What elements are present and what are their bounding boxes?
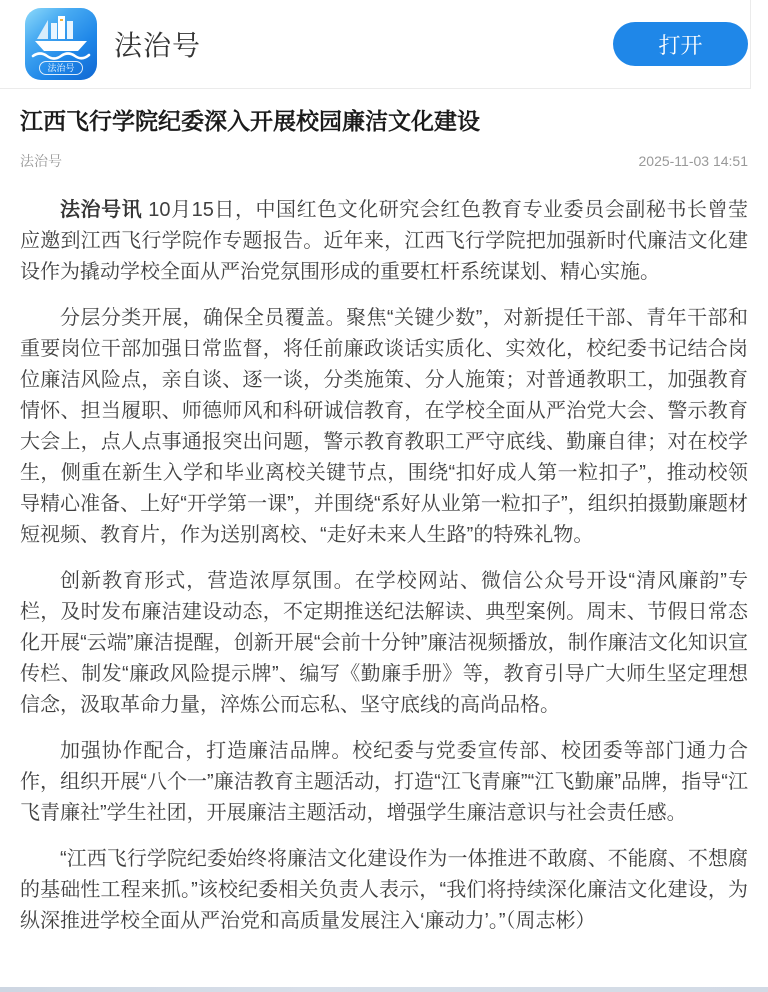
article-title: 江西飞行学院纪委深入开展校园廉洁文化建设 xyxy=(20,108,480,134)
paragraph-text: 10月15日，中国红色文化研究会红色教育专业委员会副秘书长曾莹应邀到江西飞行学院作专题报告。近年来，江西飞行学院把加强新时代廉洁文化建设作为撬动学校全面从严治党氛围形成的重要杠杆系统谋划、精心实施。 xyxy=(20,199,748,283)
article-paragraph-2: 分层分类开展，确保全员覆盖。聚焦“关键少数”，对新提任干部、青年干部和重要岗位干部加强日常监督，将任前廉政谈话实质化、实效化，校纪委书记结合岗位廉洁风险点，亲自谈、逐一谈，分类施策、分人施策；对普通教职工，加强教育情怀、担当履职、师德师风和科研诚信教育，在学校全面从严治党大会、警示教育大会上，点人点事通报突出问题，警示教育教职工严守底线、勤廉自律；对在校学生，侧重在新生入学和毕业离校关键节点，围绕“扣好成人第一粒扣子”，推动校领导精心准备、上好“开学第一课”，并围绕“系好从业第一粒扣子”，组织拍摄勤廉题材短视频、教育片，作为送别离校、“走好未来人生路”的特殊礼物。 xyxy=(20,307,748,546)
article-meta xyxy=(20,151,748,171)
open-button[interactable]: 打开 xyxy=(613,22,748,66)
app-icon-label: 法治号 xyxy=(39,61,82,75)
article-timestamp: 2025-11-03 14:51 xyxy=(638,153,748,169)
app-banner xyxy=(0,0,751,89)
app-title: 法治号 xyxy=(114,30,202,61)
app-icon[interactable] xyxy=(25,8,97,80)
article-body xyxy=(0,106,768,937)
article-paragraph-1 xyxy=(20,195,748,288)
article-paragraph-4: 加强协作配合，打造廉洁品牌。校纪委与党委宣传部、校团委等部门通力合作，组织开展“八个一”廉洁教育主题活动，打造“江飞青廉”“江飞勤廉”品牌，指导“江飞青廉社”学生社团，开展廉洁主题活动，增强学生廉洁意识与社会责任感。 xyxy=(20,740,748,824)
article-paragraph-5: “江西飞行学院纪委始终将廉洁文化建设作为一体推进不敢腐、不能腐、不想腐的基础性工程来抓。”该校纪委相关负责人表示，“我们将持续深化廉洁文化建设，为纵深推进学校全面从严治党和高质量发展注入‘廉动力’。”（周志彬） xyxy=(20,848,748,932)
ship-buildings-logo-icon xyxy=(31,14,91,60)
bottom-edge-bar xyxy=(0,987,768,992)
paragraph-lead: 法治号讯 xyxy=(60,199,143,221)
article-source: 法治号 xyxy=(20,153,62,169)
article-paragraph-3: 创新教育形式，营造浓厚氛围。在学校网站、微信公众号开设“清风廉韵”专栏，及时发布廉洁建设动态，不定期推送纪法解读、典型案例。周末、节假日常态化开展“云端”廉洁提醒，创新开展“会前十分钟”廉洁视频播放，制作廉洁文化知识宣传栏、制发“廉政风险提示牌”、编写《勤廉手册》等，教育引导广大师生坚定理想信念，汲取革命力量，淬炼公而忘私、坚守底线的高尚品格。 xyxy=(20,570,748,716)
